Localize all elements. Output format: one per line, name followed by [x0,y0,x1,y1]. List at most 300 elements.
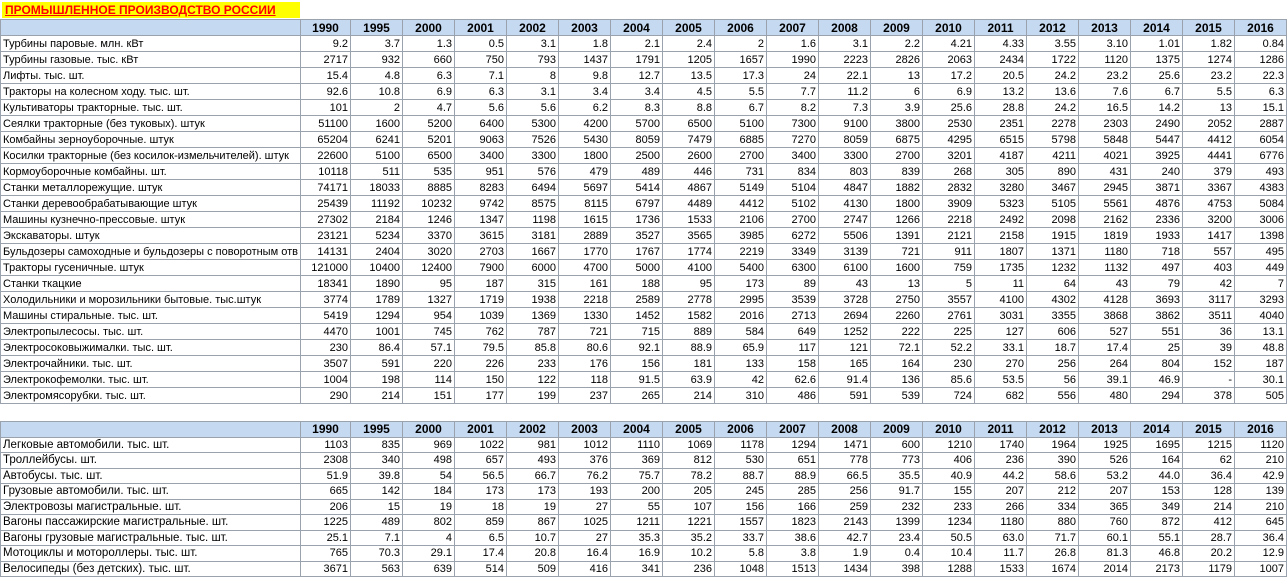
value-cell: 1120 [1079,52,1131,68]
value-cell: 2278 [1027,116,1079,132]
year-header: 2012 [1027,422,1079,438]
value-cell: 4700 [559,260,611,276]
value-cell: 65204 [301,132,351,148]
value-cell: 79.5 [455,340,507,356]
value-cell: 2121 [923,228,975,244]
year-header: 2016 [1235,20,1287,36]
value-cell: 1274 [1183,52,1235,68]
value-cell: 3467 [1027,180,1079,196]
value-cell: 91.4 [819,372,871,388]
row-label: Электросоковыжималки. тыс. шт. [1,340,301,356]
value-cell: 551 [1131,324,1183,340]
row-label: Электрочайники. тыс. шт. [1,356,301,372]
value-cell: 3.4 [559,84,611,100]
value-cell: 13 [871,68,923,84]
year-header: 2016 [1235,422,1287,438]
value-cell: 509 [507,561,559,577]
value-cell: 954 [403,308,455,324]
value-cell: 16.5 [1079,100,1131,116]
value-cell: 95 [663,276,715,292]
value-cell: 23.4 [871,530,923,546]
value-cell: 1774 [663,244,715,260]
value-cell: 812 [663,453,715,469]
table-row [1,212,1287,228]
value-cell: 639 [403,561,455,577]
row-label: Велосипеды (без детских). тыс. шт. [1,561,301,577]
value-cell: 3868 [1079,308,1131,324]
value-cell: 3.10 [1079,36,1131,52]
value-cell: 449 [1235,260,1287,276]
value-cell: 606 [1027,324,1079,340]
value-cell: 43 [819,276,871,292]
year-header: 2011 [975,422,1027,438]
value-cell: 3511 [1183,308,1235,324]
table-row [1,196,1287,212]
value-cell: 63.9 [663,372,715,388]
value-cell: 188 [611,276,663,292]
row-label: Станки ткацкие [1,276,301,292]
value-cell: 369 [611,453,663,469]
value-cell: 1533 [975,561,1027,577]
value-cell: 46.9 [1131,372,1183,388]
value-cell: 3031 [975,308,1027,324]
value-cell: 3355 [1027,308,1079,324]
value-cell: 1823 [767,515,819,531]
header-label-cell [1,422,301,438]
value-cell: 505 [1235,388,1287,404]
value-cell: 53.5 [975,372,1027,388]
value-cell: 479 [559,164,611,180]
row-label: Сеялки тракторные (без туковых). штук [1,116,301,132]
value-cell: 390 [1027,453,1079,469]
value-cell: 2016 [715,308,767,324]
table-row [1,437,1287,453]
value-cell: 5200 [403,116,455,132]
value-cell: 1347 [455,212,507,228]
year-header: 2014 [1131,422,1183,438]
value-cell: 497 [1131,260,1183,276]
value-cell: 2303 [1079,116,1131,132]
value-cell: 557 [1183,244,1235,260]
value-cell: 1110 [611,437,663,453]
value-cell: 44.0 [1131,468,1183,484]
value-cell: 3300 [819,148,871,164]
value-cell: 645 [1235,515,1287,531]
value-cell: 890 [1027,164,1079,180]
value-cell: 230 [923,356,975,372]
row-label: Электровозы магистральные. шт. [1,499,301,515]
row-label: Тракторы на колесном ходу. тыс. шт. [1,84,301,100]
value-cell: 290 [301,388,351,404]
value-cell: 3.4 [611,84,663,100]
value-cell: 152 [1183,356,1235,372]
value-cell: 1600 [351,116,403,132]
value-cell: 63.0 [975,530,1027,546]
value-cell: 39.8 [351,468,403,484]
value-cell: 2.4 [663,36,715,52]
row-label: Автобусы. тыс. шт. [1,468,301,484]
value-cell: 1180 [1079,244,1131,260]
value-cell: 151 [403,388,455,404]
row-label: Машины кузнечно-прессовые. штук [1,212,301,228]
value-cell: 6272 [767,228,819,244]
value-cell: 51.9 [301,468,351,484]
value-cell: 3507 [301,356,351,372]
value-cell: 2162 [1079,212,1131,228]
value-cell: 5848 [1079,132,1131,148]
row-label: Станки металлорежущие. штук [1,180,301,196]
value-cell: 10.8 [351,84,403,100]
value-cell: 88.9 [663,340,715,356]
value-cell: 89 [767,276,819,292]
value-cell: 591 [819,388,871,404]
value-cell: 13 [871,276,923,292]
value-cell: 2106 [715,212,767,228]
value-cell: 128 [1183,484,1235,500]
value-cell: 839 [871,164,923,180]
value-cell: 9063 [455,132,507,148]
value-cell: 76.2 [559,468,611,484]
value-cell: 378 [1183,388,1235,404]
value-cell: 2694 [819,308,871,324]
value-cell: 200 [611,484,663,500]
table-row [1,244,1287,260]
value-cell: 75.7 [611,468,663,484]
value-cell: 3539 [767,292,819,308]
year-header: 1990 [301,20,351,36]
value-cell: 177 [455,388,507,404]
value-cell: 6000 [507,260,559,276]
value-cell: 5697 [559,180,611,196]
value-cell: 48.8 [1235,340,1287,356]
value-cell: 514 [455,561,507,577]
value-cell: 10.7 [507,530,559,546]
value-cell: 65.9 [715,340,767,356]
value-cell: 25 [1131,340,1183,356]
value-cell: 4470 [301,324,351,340]
value-cell: 750 [455,52,507,68]
value-cell: 6.2 [559,100,611,116]
value-cell: 2832 [923,180,975,196]
value-cell: 3774 [301,292,351,308]
value-cell: 12400 [403,260,455,276]
value-cell: 78.2 [663,468,715,484]
value-cell: 107 [663,499,715,515]
value-cell: 1025 [559,515,611,531]
value-cell: 91.5 [611,372,663,388]
value-cell: 660 [403,52,455,68]
value-cell: 236 [975,453,1027,469]
value-cell: 220 [403,356,455,372]
value-cell: 416 [559,561,611,577]
value-cell: 2778 [663,292,715,308]
value-cell: 1369 [507,308,559,324]
value-cell: 42 [1183,276,1235,292]
value-cell: 9100 [819,116,871,132]
value-cell: 3693 [1131,292,1183,308]
value-cell: 834 [767,164,819,180]
value-cell: 1695 [1131,437,1183,453]
value-cell: 3728 [819,292,871,308]
table-row [1,260,1287,276]
value-cell: 5323 [975,196,1027,212]
value-cell: 2308 [301,453,351,469]
value-cell: 7.1 [455,68,507,84]
value-cell: 2.2 [871,36,923,52]
value-cell: 245 [715,484,767,500]
value-cell: 3.55 [1027,36,1079,52]
value-cell: 1800 [871,196,923,212]
value-cell: 80.6 [559,340,611,356]
value-cell: 225 [923,324,975,340]
value-cell: 310 [715,388,767,404]
value-cell: 6.7 [715,100,767,116]
value-cell: 230 [301,340,351,356]
row-label: Легковые автомобили. тыс. шт. [1,437,301,453]
value-cell: 3565 [663,228,715,244]
value-cell: 2530 [923,116,975,132]
value-cell: 121 [819,340,871,356]
value-cell: 365 [1079,499,1131,515]
table-row [1,292,1287,308]
value-cell: 19 [403,499,455,515]
value-cell: 210 [1235,453,1287,469]
value-cell: 205 [663,484,715,500]
value-cell: 3006 [1235,212,1287,228]
table-row [1,484,1287,500]
value-cell: 1399 [871,515,923,531]
value-cell: 1791 [611,52,663,68]
value-cell: 161 [559,276,611,292]
year-header: 2014 [1131,20,1183,36]
value-cell: 315 [507,276,559,292]
value-cell: 802 [403,515,455,531]
value-cell: 3280 [975,180,1027,196]
value-cell: 214 [351,388,403,404]
value-cell: 193 [559,484,611,500]
value-cell: 71.7 [1027,530,1079,546]
value-cell: 1398 [1235,228,1287,244]
value-cell: 10.2 [663,546,715,562]
value-cell: 1513 [767,561,819,577]
value-cell: 1288 [923,561,975,577]
year-header: 2003 [559,20,611,36]
value-cell: 2945 [1079,180,1131,196]
value-cell: 1557 [715,515,767,531]
value-cell: 8 [507,68,559,84]
value-cell: 3200 [1183,212,1235,228]
value-cell: 24.2 [1027,68,1079,84]
value-cell: 4100 [663,260,715,276]
value-cell: 5430 [559,132,611,148]
value-cell: 2492 [975,212,1027,228]
value-cell: 3370 [403,228,455,244]
header-row [1,422,1287,438]
value-cell: 718 [1131,244,1183,260]
value-cell: 11.2 [819,84,871,100]
value-cell: 13.6 [1027,84,1079,100]
value-cell: 35.3 [611,530,663,546]
table-row [1,276,1287,292]
value-cell: 23.2 [1079,68,1131,84]
value-cell: 5798 [1027,132,1079,148]
value-cell: 173 [507,484,559,500]
row-label: Холодильники и морозильники бытовые. тыс.штук [1,292,301,308]
year-header: 2011 [975,20,1027,36]
value-cell: 88.9 [767,468,819,484]
value-cell: 1657 [715,52,767,68]
value-cell: 3300 [507,148,559,164]
value-cell: 166 [767,499,819,515]
value-cell: 2 [715,36,767,52]
row-label: Вагоны пассажирские магистральные. шт. [1,515,301,531]
value-cell: 42.9 [1235,468,1287,484]
value-cell: 1069 [663,437,715,453]
value-cell: 1225 [301,515,351,531]
value-cell: 2184 [351,212,403,228]
value-cell: 294 [1131,388,1183,404]
value-cell: 6494 [507,180,559,196]
value-cell: 403 [1183,260,1235,276]
year-header: 2009 [871,20,923,36]
industrial-table-1 [0,19,1287,404]
value-cell: 7270 [767,132,819,148]
value-cell: 2098 [1027,212,1079,228]
value-cell: 5400 [715,260,767,276]
value-cell: 264 [1079,356,1131,372]
year-header: 2000 [403,20,455,36]
value-cell: 232 [871,499,923,515]
value-cell: 7 [1235,276,1287,292]
value-cell: 4.33 [975,36,1027,52]
value-cell: 1327 [403,292,455,308]
value-cell: 8.2 [767,100,819,116]
value-cell: 27 [559,530,611,546]
value-cell: 1221 [663,515,715,531]
value-cell: 8.8 [663,100,715,116]
value-cell: 3557 [923,292,975,308]
value-cell: 136 [871,372,923,388]
value-cell: 2219 [715,244,767,260]
value-cell: 62 [1183,453,1235,469]
value-cell: 35.2 [663,530,715,546]
value-cell: 556 [1027,388,1079,404]
value-cell: 10118 [301,164,351,180]
value-cell: 117 [767,340,819,356]
value-cell: 8885 [403,180,455,196]
value-cell: 1582 [663,308,715,324]
value-cell: 8.3 [611,100,663,116]
value-cell: 16.4 [559,546,611,562]
header-row [1,20,1287,36]
value-cell: 526 [1079,453,1131,469]
value-cell: 1039 [455,308,507,324]
year-header: 2013 [1079,422,1131,438]
value-cell: 3671 [301,561,351,577]
value-cell: 2173 [1131,561,1183,577]
value-cell: 3615 [455,228,507,244]
value-cell: 236 [663,561,715,577]
value-cell: 86.4 [351,340,403,356]
value-cell: 6515 [975,132,1027,148]
value-cell: 4383 [1235,180,1287,196]
value-cell: 1807 [975,244,1027,260]
year-header: 2002 [507,422,559,438]
value-cell: 4876 [1131,196,1183,212]
page-title: ПРОМЫШЛЕННОЕ ПРОИЗВОДСТВО РОССИИ [2,2,300,18]
year-header: 2005 [663,422,715,438]
table-row [1,228,1287,244]
value-cell: 2218 [923,212,975,228]
value-cell: 2052 [1183,116,1235,132]
value-cell: 489 [611,164,663,180]
value-cell: 1437 [559,52,611,68]
value-cell: 1232 [1027,260,1079,276]
value-cell: 3.9 [871,100,923,116]
value-cell: 446 [663,164,715,180]
value-cell: 3367 [1183,180,1235,196]
value-cell: 43 [1079,276,1131,292]
table-row [1,468,1287,484]
value-cell: 6885 [715,132,767,148]
table-row [1,36,1287,52]
value-cell: 25.6 [923,100,975,116]
value-cell: 5105 [1027,196,1079,212]
value-cell: 1.6 [767,36,819,52]
value-cell: 803 [819,164,871,180]
value-cell: 127 [975,324,1027,340]
value-cell: 498 [403,453,455,469]
value-cell: 8059 [611,132,663,148]
row-label: Турбины газовые. тыс. кВт [1,52,301,68]
value-cell: 1371 [1027,244,1079,260]
value-cell: 173 [455,484,507,500]
value-cell: 214 [663,388,715,404]
value-cell: 24.2 [1027,100,1079,116]
value-cell: 1294 [351,308,403,324]
value-cell: 4.21 [923,36,975,52]
value-cell: 11 [975,276,1027,292]
table-row [1,499,1287,515]
value-cell: 13.5 [663,68,715,84]
value-cell: 25439 [301,196,351,212]
table-row [1,388,1287,404]
value-cell: 724 [923,388,975,404]
value-cell: 1330 [559,308,611,324]
value-cell: 20.5 [975,68,1027,84]
value-cell: 1004 [301,372,351,388]
table-row [1,308,1287,324]
value-cell: 5700 [611,116,663,132]
year-header: 2001 [455,20,507,36]
value-cell: 376 [559,453,611,469]
value-cell: 56.5 [455,468,507,484]
value-cell: 23121 [301,228,351,244]
value-cell: 20.8 [507,546,559,562]
value-cell: 2143 [819,515,871,531]
value-cell: 4412 [1183,132,1235,148]
value-cell: 1417 [1183,228,1235,244]
value-cell: 3.8 [767,546,819,562]
value-cell: 1178 [715,437,767,453]
value-cell: 66.5 [819,468,871,484]
value-cell: 3.7 [351,36,403,52]
value-cell: 266 [975,499,1027,515]
value-cell: 1915 [1027,228,1079,244]
value-cell: 52.2 [923,340,975,356]
value-cell: 4.5 [663,84,715,100]
value-cell: 539 [871,388,923,404]
